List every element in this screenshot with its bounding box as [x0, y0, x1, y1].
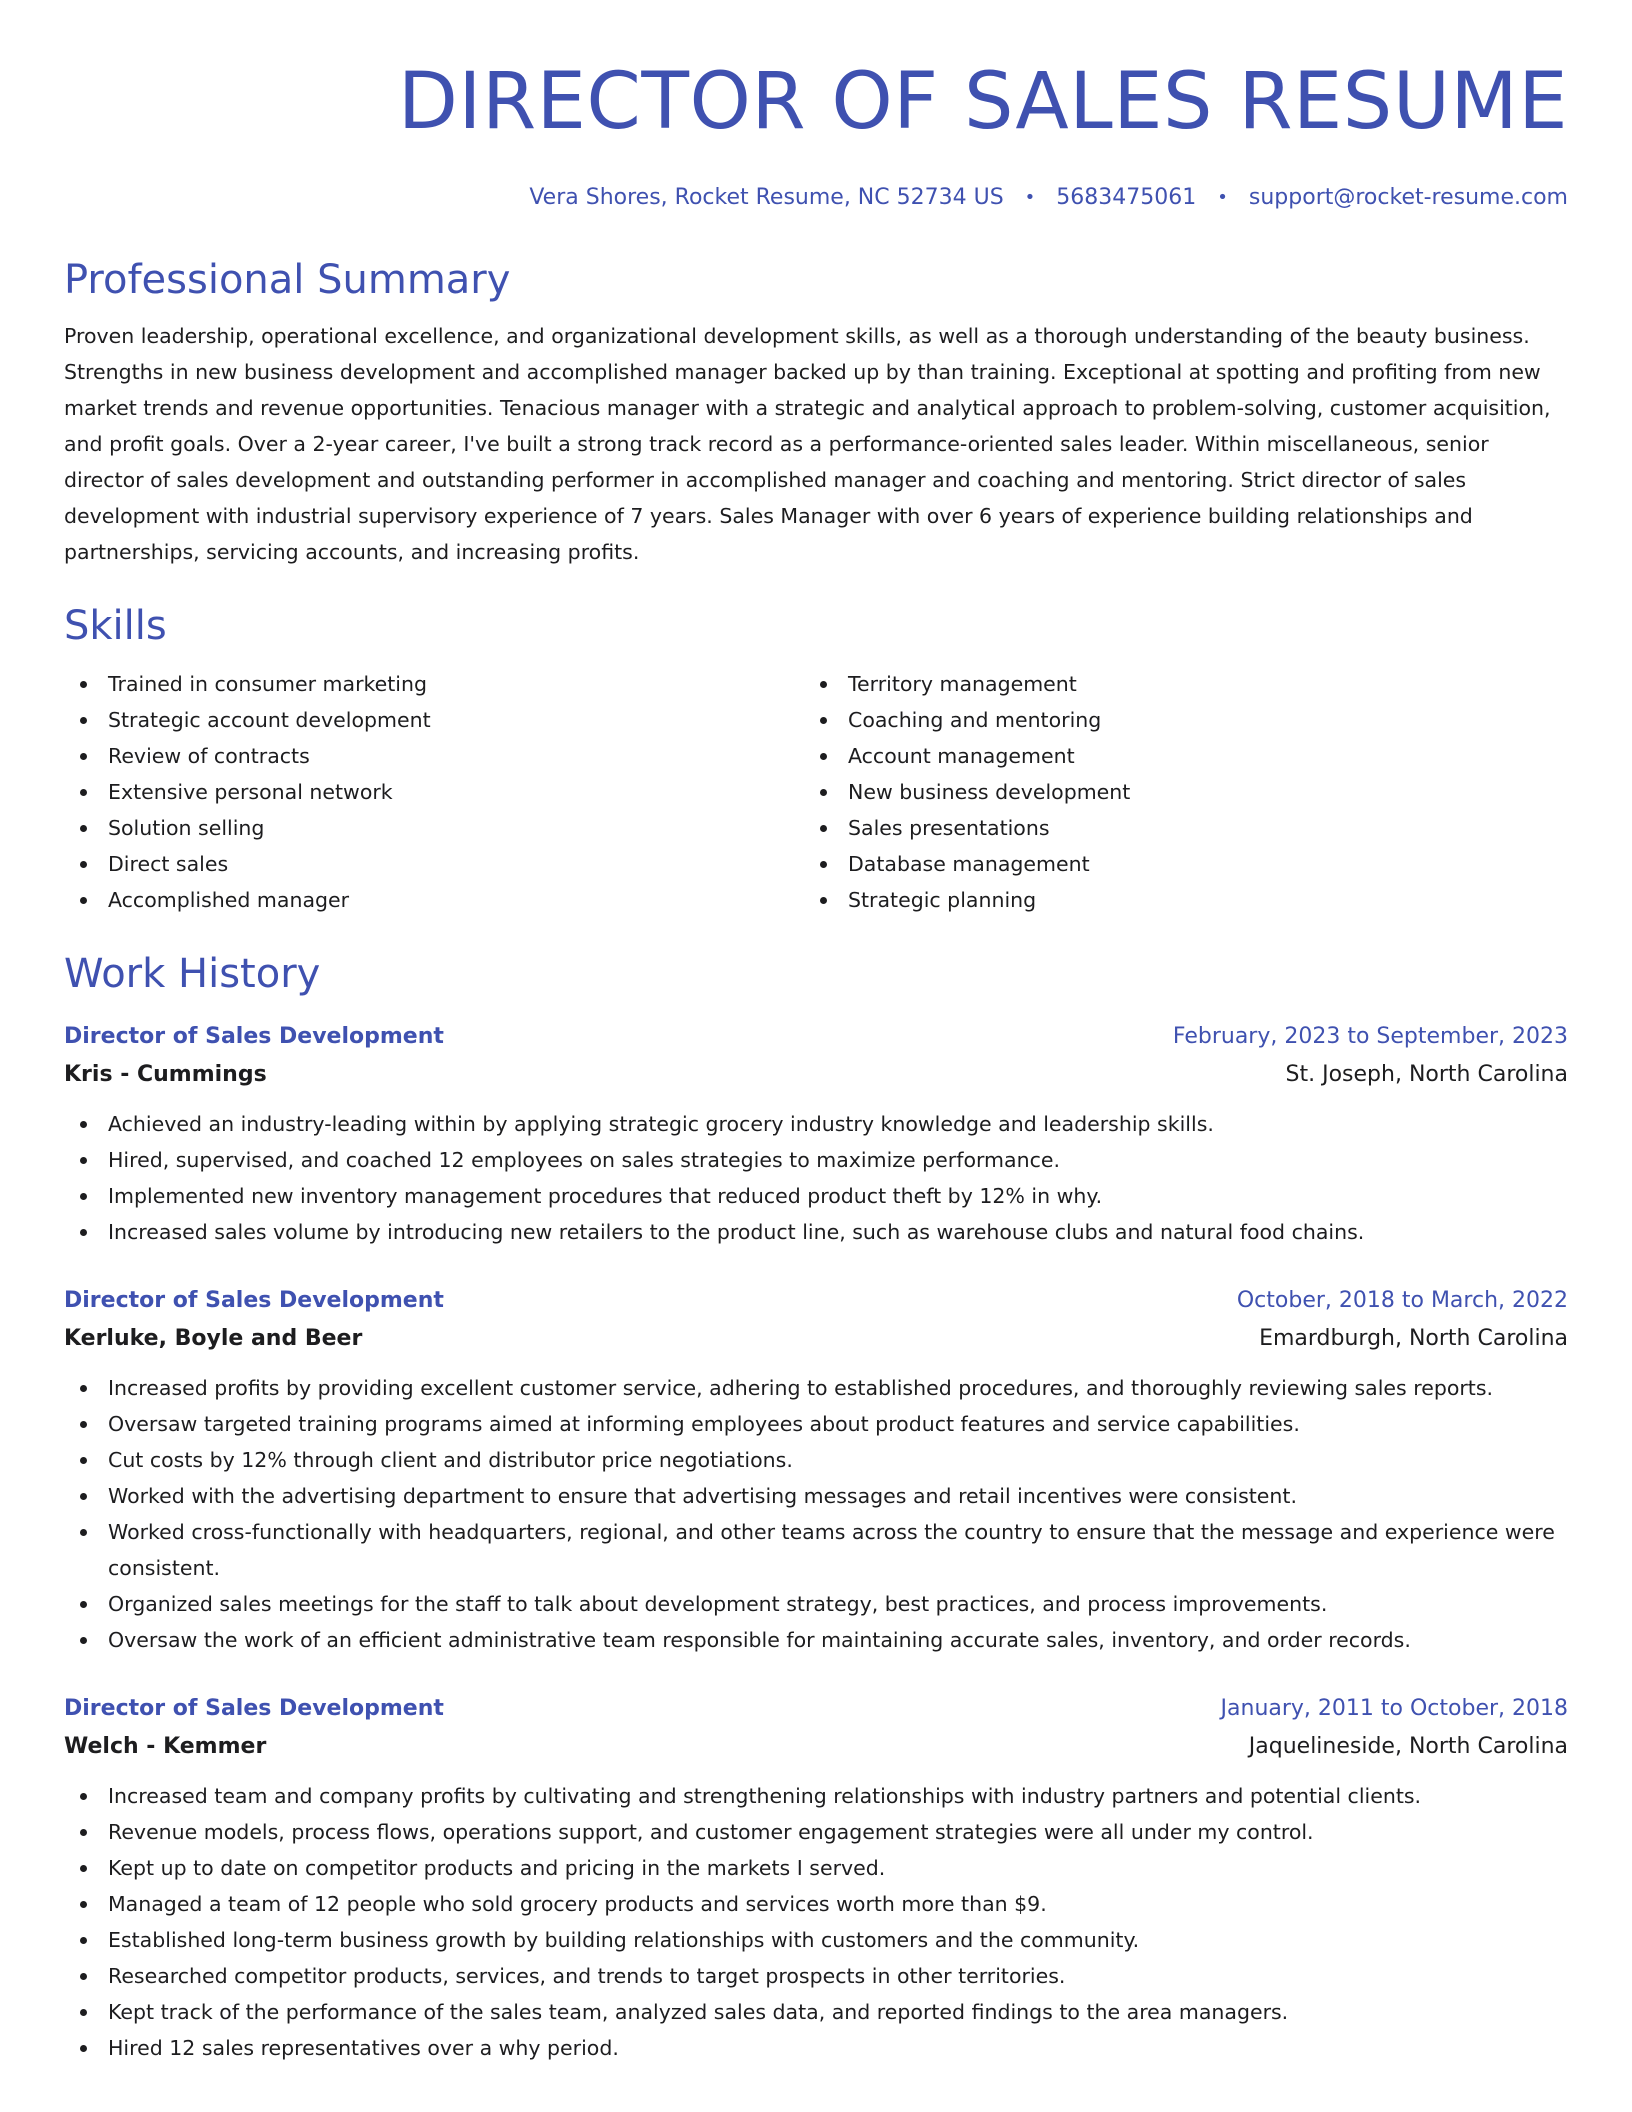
job-header-row: [64, 1690, 1568, 1728]
skill-item: Accomplished manager: [64, 882, 804, 918]
job-header-row: [64, 1282, 1568, 1320]
job-bullet: Hired 12 sales representatives over a why period.: [64, 2030, 1568, 2066]
job-bullet: Kept up to date on competitor products and pricing in the markets I served.: [64, 1850, 1568, 1886]
skill-item: Coaching and mentoring: [804, 702, 1544, 738]
job-bullet: Cut costs by 12% through client and distributor price negotiations.: [64, 1442, 1568, 1478]
job-location: Jaquelineside, North Carolina: [1248, 1734, 1568, 1759]
skill-item: Territory management: [804, 666, 1544, 702]
job-company: Kerluke, Boyle and Beer: [64, 1326, 363, 1351]
skills-grid: [64, 666, 1568, 918]
job-bullet: Increased team and company profits by cultivating and strengthening relationships with industry partners and potential clients.: [64, 1778, 1568, 1814]
skill-item: Trained in consumer marketing: [64, 666, 804, 702]
job-title: Director of Sales Development: [64, 1288, 444, 1313]
contact-address: Vera Shores, Rocket Resume, NC 52734 US: [529, 185, 1004, 210]
job-bullet: Revenue models, process flows, operations support, and customer engagement strategies were all under my control.: [64, 1814, 1568, 1850]
job-company-row: [64, 1728, 1568, 1766]
skills-heading: Skills: [64, 603, 167, 649]
skill-item: Sales presentations: [804, 810, 1544, 846]
job-bullet: Hired, supervised, and coached 12 employees on sales strategies to maximize performance.: [64, 1142, 1568, 1178]
contact-line: [64, 182, 1568, 214]
job-dates: February, 2023 to September, 2023: [1172, 1024, 1568, 1049]
resume-title: DIRECTOR OF SALES RESUME: [397, 57, 1568, 147]
skill-item: Extensive personal network: [64, 774, 804, 810]
job-bullet: Kept track of the performance of the sales team, analyzed sales data, and reported findings to the area managers.: [64, 1994, 1568, 2030]
contact-phone: 5683475061: [1056, 185, 1197, 210]
contact-separator: •: [1217, 187, 1228, 208]
skill-item: Strategic account development: [64, 702, 804, 738]
skill-item: Strategic planning: [804, 882, 1544, 918]
skill-item: Account management: [804, 738, 1544, 774]
skills-list-right: [804, 666, 1544, 918]
job-bullet: Worked with the advertising department to ensure that advertising messages and retail incentives were consistent.: [64, 1478, 1568, 1514]
job-company: Welch - Kemmer: [64, 1734, 267, 1759]
job-bullet: Organized sales meetings for the staff to talk about development strategy, best practices, and process improvements.: [64, 1586, 1568, 1622]
summary-heading: Professional Summary: [64, 257, 511, 303]
job-entry: [64, 1690, 1568, 2066]
job-company-row: [64, 1320, 1568, 1358]
job-bullet: Researched competitor products, services, and trends to target prospects in other territories.: [64, 1958, 1568, 1994]
job-bullets: [64, 1106, 1568, 1250]
skill-item: Solution selling: [64, 810, 804, 846]
contact-separator: •: [1024, 187, 1036, 208]
job-header-row: [64, 1018, 1568, 1056]
job-dates: October, 2018 to March, 2022: [1236, 1288, 1568, 1313]
job-bullet: Managed a team of 12 people who sold grocery products and services worth more than $9.: [64, 1886, 1568, 1922]
skills-list-left: [64, 666, 804, 918]
job-title: Director of Sales Development: [64, 1024, 444, 1049]
job-company: Kris - Cummings: [64, 1062, 267, 1087]
job-dates: January, 2011 to October, 2018: [1220, 1696, 1568, 1721]
job-entry: [64, 1018, 1568, 1250]
job-bullet: Increased sales volume by introducing new retailers to the product line, such as warehouse clubs and natural food chains.: [64, 1214, 1568, 1250]
job-bullets: [64, 1370, 1568, 1658]
job-bullet: Oversaw the work of an efficient administrative team responsible for maintaining accurate sales, inventory, and order records.: [64, 1622, 1568, 1658]
job-bullet: Established long-term business growth by building relationships with customers and the community.: [64, 1922, 1568, 1958]
job-bullets: [64, 1778, 1568, 2066]
job-title: Director of Sales Development: [64, 1696, 444, 1721]
job-location: St. Joseph, North Carolina: [1285, 1062, 1568, 1087]
skill-item: Direct sales: [64, 846, 804, 882]
job-company-row: [64, 1056, 1568, 1094]
skill-item: Review of contracts: [64, 738, 804, 774]
skill-item: New business development: [804, 774, 1544, 810]
work-history-heading: Work History: [64, 951, 321, 997]
job-bullet: Oversaw targeted training programs aimed at informing employees about product features and service capabilities.: [64, 1406, 1568, 1442]
summary-text: Proven leadership, operational excellence, and organizational development skills, as well as a thorough understanding of the beauty business. Strengths in new business development and accomplished manager backed up by than training. Exceptional at spotting and profiting from new market trends and revenue opportunities. Tenacious manager with a strategic and analytical approach to problem-solving, customer acquisition, and profit goals. Over a 2-year career, I've built a strong track record as a performance-oriented sales leader. Within miscellaneous, senior director of sales development and outstanding performer in accomplished manager and coaching and mentoring. Strict director of sales development with industrial supervisory experience of 7 years. Sales Manager with over 6 years of experience building relationships and partnerships, servicing accounts, and increasing profits.: [64, 324, 1551, 564]
job-bullet: Worked cross-functionally with headquarters, regional, and other teams across the country to ensure that the message and experience were consistent.: [64, 1514, 1568, 1586]
job-entry: [64, 1282, 1568, 1658]
contact-email: support@rocket-resume.com: [1248, 185, 1568, 210]
job-bullet: Increased profits by providing excellent customer service, adhering to established procedures, and thoroughly reviewing sales reports.: [64, 1370, 1568, 1406]
skill-item: Database management: [804, 846, 1544, 882]
job-location: Emardburgh, North Carolina: [1259, 1326, 1568, 1351]
job-bullet: Implemented new inventory management procedures that reduced product theft by 12% in why.: [64, 1178, 1568, 1214]
job-bullet: Achieved an industry-leading within by applying strategic grocery industry knowledge and leadership skills.: [64, 1106, 1568, 1142]
